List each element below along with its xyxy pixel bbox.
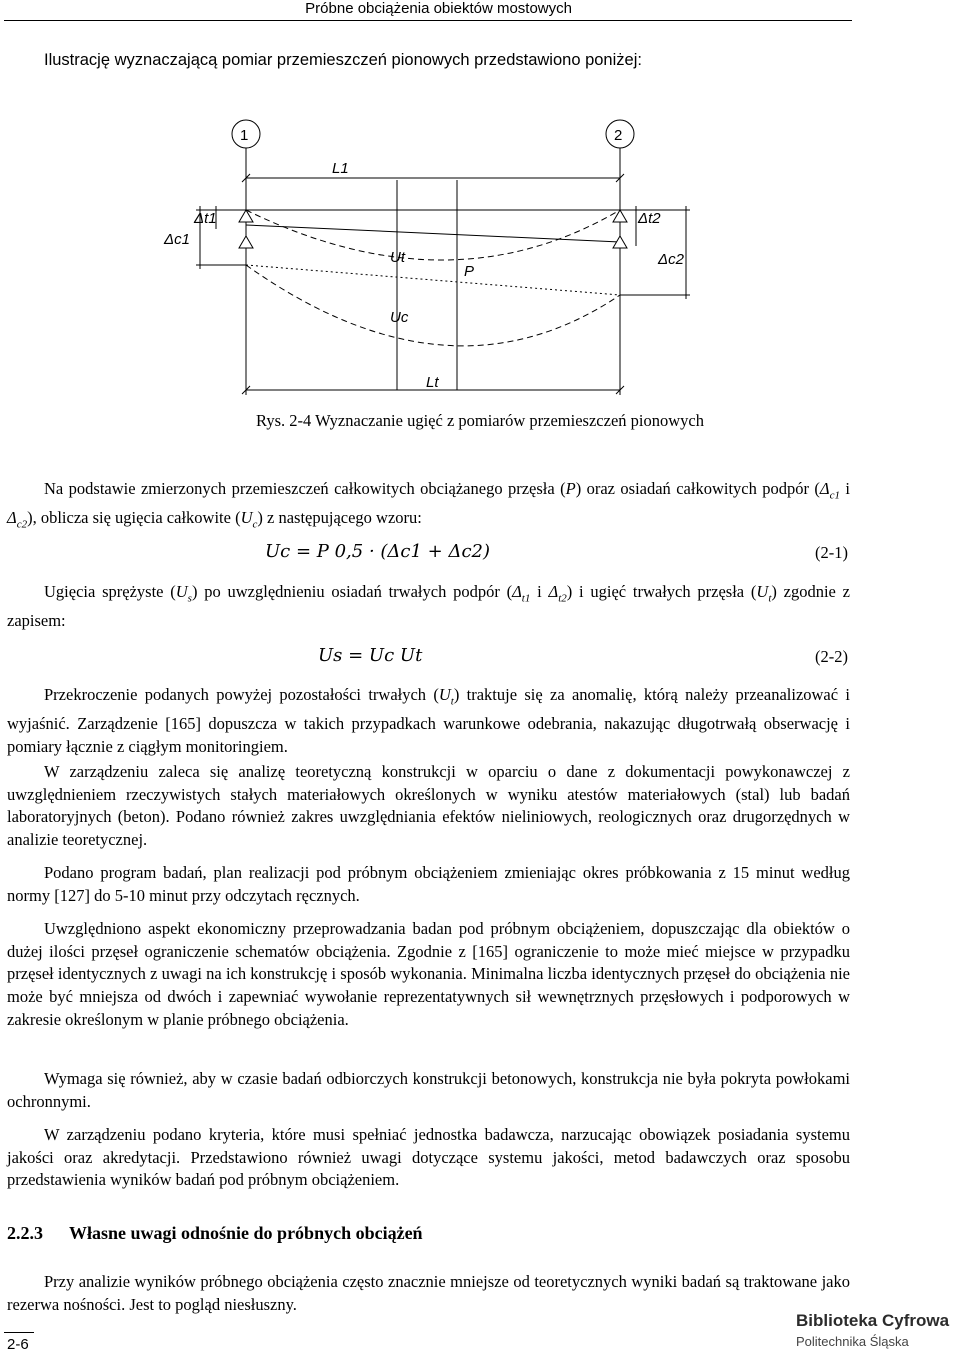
formula-2-1: Uc = P 0,5 · (Δc1 + Δc2) [265, 541, 491, 562]
p-label: P [464, 263, 475, 280]
ut-label: Ut [390, 249, 405, 266]
paragraph-8: W zarządzeniu podano kryteria, które musi spełniać jednostka badawcza, narzucając obowiązek posiadania systemu jakości oraz akredytacji. Przedstawiono również uwagi dotyczące systemu jakości, metod badawczych oraz sposobu przedstawienia wyników badań pod próbnym obciążeniem. [7, 1125, 850, 1190]
settlement-line [246, 265, 620, 295]
support-triangle-2 [613, 210, 627, 222]
section-heading [7, 1223, 423, 1244]
section-title: Własne uwagi odnośnie do próbnych obciążeń [69, 1223, 423, 1243]
formula-2-1-number: (2-1) [815, 543, 848, 562]
paragraph-2: Ugięcia sprężyste $(U_s)$ po uwzględnieniu osiadań trwałych podpór ($\Delta_{t1}$ i $\Delta_{t2}$) i ugięć trwałych przęsła $(U_t)$ zgodnie z zapisem: [7, 582, 850, 630]
paragraph-9: Przy analizie wyników próbnego obciążenia często znacznie mniejsze od teoretycznych wyniki badań są traktowane jako rezerwa nośności. Jest to pogląd niesłuszny. [7, 1272, 850, 1314]
figure-caption: Rys. 2-4 Wyznaczanie ugięć z pomiarów przemieszczeń pionowych [256, 411, 704, 430]
paragraph-6: Uwzględniono aspekt ekonomiczny przeprowadzania badan pod próbnym obciążeniem, dopuszczając dla obiektów o dużej ilości przęseł ograniczenie schematów obciążenia. Zgodnie z [165] ograniczenie to może mieć miejsce w przypadku przęseł identycznych z uwagi na ich konstrukcję i sposób wykonania. Minimalna liczba identycznych przęseł do obciążenia nie może być mniejsza od dwóch i zapewniać wywołanie reprezentatywnych sił wewnętrznych przęsłowych i podporowych w zakresie określonym w planie próbnego obciążenia. [7, 919, 850, 1029]
paragraph-3: Przekroczenie podanych powyżej pozostałości trwałych $(U_t)$ traktuje się za anomalię, którą należy przeanalizować i wyjaśnić. Zarządzenie [165] dopuszcza w takich przypadkach warunkowe odebrania, nakazując długotrwałą obserwację i pomiary łącznie z ciągłym monitoringiem. [7, 685, 850, 756]
footer-rule [4, 1332, 34, 1333]
formula-2-2: Us = Uc Ut [318, 645, 423, 666]
library-logo [792, 1298, 954, 1354]
dt2-label: Δt2 [638, 210, 661, 227]
paragraph-1: Na podstawie zmierzonych przemieszczeń całkowitych obciążanego przęsła (P) oraz osiadań całkowitych podpór ($\Delta_{c1}$ i $\Delta_{c2}$), oblicza się ugięcia całkowite $(U_c)$ z następującego wzoru: [7, 479, 850, 531]
dc2-label: Δc2 [658, 251, 684, 268]
uc-label: Uc [390, 309, 409, 326]
support-2-label: 2 [614, 127, 623, 144]
svg-text:Biblioteka Cyfrowa: Biblioteka Cyfrowa [796, 1311, 950, 1330]
dc1-label: Δc1 [164, 231, 190, 248]
section-number: 2.2.3 [7, 1223, 43, 1243]
l1-label: L1 [332, 160, 349, 177]
header-rule [4, 20, 852, 21]
paragraph-4: W zarządzeniu zaleca się analizę teoretyczną konstrukcji w oparciu o dane z dokumentacji powykonawczej z uwzględnieniem rzeczywistych stałych materiałowych określonych w wyniku atestów materiałowych (stal) lub badań laboratoryjnych (beton). Podano również zakres uwzględniania efektów nieliniowych, reologicznych oraz drugorzędnych w analizie teoretycznej. [7, 762, 850, 850]
intro-text: Ilustrację wyznaczającą pomiar przemieszczeń pionowych przedstawiono poniżej: [44, 51, 642, 69]
displacement-figure [150, 110, 710, 400]
formula-2-2-number: (2-2) [815, 647, 848, 666]
lt-label: Lt [426, 374, 439, 391]
support-1-label: 1 [240, 127, 249, 144]
deflected-shape-partial [246, 210, 620, 260]
page-number: 2-6 [7, 1336, 29, 1353]
deflected-shape-total [246, 265, 620, 346]
paragraph-5: Podano program badań, plan realizacji pod próbnym obciążeniem zmieniając okres próbkowania z 15 minut według normy [127] do 5-10 minut przy odczytach ręcznych. [7, 863, 850, 905]
running-header: Próbne obciążenia obiektów mostowych [305, 0, 572, 17]
paragraph-7: Wymaga się również, aby w czasie badań odbiorczych konstrukcji betonowych, konstrukcja nie była pokryta powłokami ochronnymi. [7, 1069, 850, 1111]
dt1-label: Δt1 [194, 210, 217, 227]
support-triangle-1b [239, 236, 253, 248]
support-triangle-1 [239, 210, 253, 222]
svg-text:Politechnika Śląska: Politechnika Śląska [796, 1334, 909, 1349]
